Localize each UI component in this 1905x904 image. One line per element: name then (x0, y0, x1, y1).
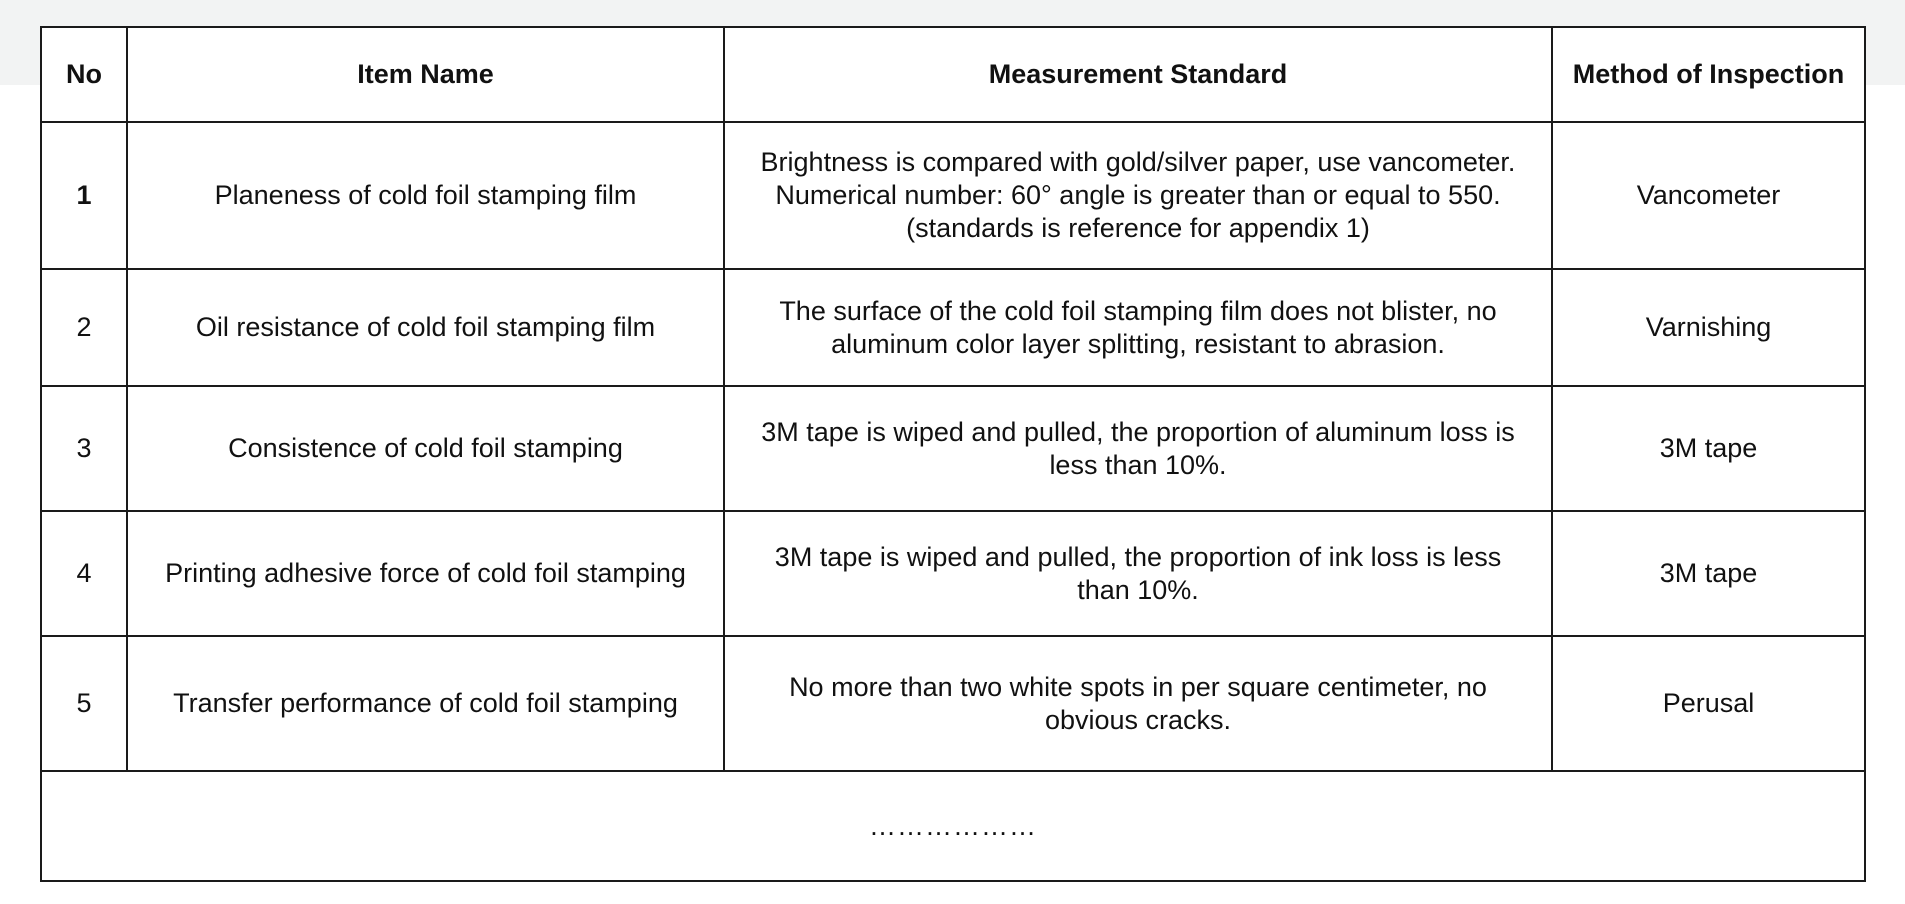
measurement-standard-cell (724, 122, 1552, 269)
row-number: 3 (41, 386, 127, 511)
item-name-cell: Planeness of cold foil stamping film (127, 122, 724, 269)
standard-line: 3M tape is wiped and pulled, the proportion of ink loss is less (774, 541, 1502, 572)
row-number: 1 (41, 122, 127, 269)
table-row (41, 122, 1865, 269)
inspection-table (40, 26, 1866, 882)
item-name-cell: Consistence of cold foil stamping (127, 386, 724, 511)
header-measurement-standard: Measurement Standard (724, 27, 1552, 122)
inspection-method-cell: 3M tape (1552, 386, 1865, 511)
standard-line: than 10%. (1077, 574, 1199, 605)
item-name-cell: Printing adhesive force of cold foil stamping (127, 511, 724, 636)
item-name-cell: Oil resistance of cold foil stamping film (127, 269, 724, 386)
item-name-cell: Transfer performance of cold foil stamping (127, 636, 724, 771)
table-row (41, 386, 1865, 511)
standard-line: less than 10%. (1049, 449, 1227, 480)
table-row (41, 269, 1865, 386)
table-row (41, 636, 1865, 771)
header-no: No (41, 27, 127, 122)
standard-line: (standards is reference for appendix 1) (906, 213, 1370, 243)
measurement-standard-cell (724, 269, 1552, 386)
standard-line: obvious cracks. (1044, 704, 1232, 735)
standard-line: Brightness is compared with gold/silver paper, use vancometer. (760, 147, 1516, 177)
standard-line: aluminum color layer splitting, resistant to abrasion. (831, 328, 1445, 359)
table-row (41, 511, 1865, 636)
inspection-method-cell: Perusal (1552, 636, 1865, 771)
row-number: 5 (41, 636, 127, 771)
standard-line: 3M tape is wiped and pulled, the proportion of aluminum loss is (761, 416, 1515, 447)
measurement-standard-cell (724, 636, 1552, 771)
measurement-standard-cell (724, 511, 1552, 636)
inspection-method-cell: 3M tape (1552, 511, 1865, 636)
standard-line: The surface of the cold foil stamping film does not blister, no (779, 295, 1497, 326)
table-header-row (41, 27, 1865, 122)
header-method-of-inspection: Method of Inspection (1552, 27, 1865, 122)
inspection-method-cell: Varnishing (1552, 269, 1865, 386)
row-number: 4 (41, 511, 127, 636)
standard-line: Numerical number: 60° angle is greater than or equal to 550. (775, 180, 1501, 210)
row-number: 2 (41, 269, 127, 386)
continuation-row (41, 771, 1865, 881)
standard-line: No more than two white spots in per square centimeter, no (789, 671, 1487, 702)
header-item-name: Item Name (127, 27, 724, 122)
continuation-ellipsis: ……………… (41, 771, 1865, 881)
inspection-method-cell: Vancometer (1552, 122, 1865, 269)
measurement-standard-cell (724, 386, 1552, 511)
inspection-table-container (40, 26, 1864, 881)
